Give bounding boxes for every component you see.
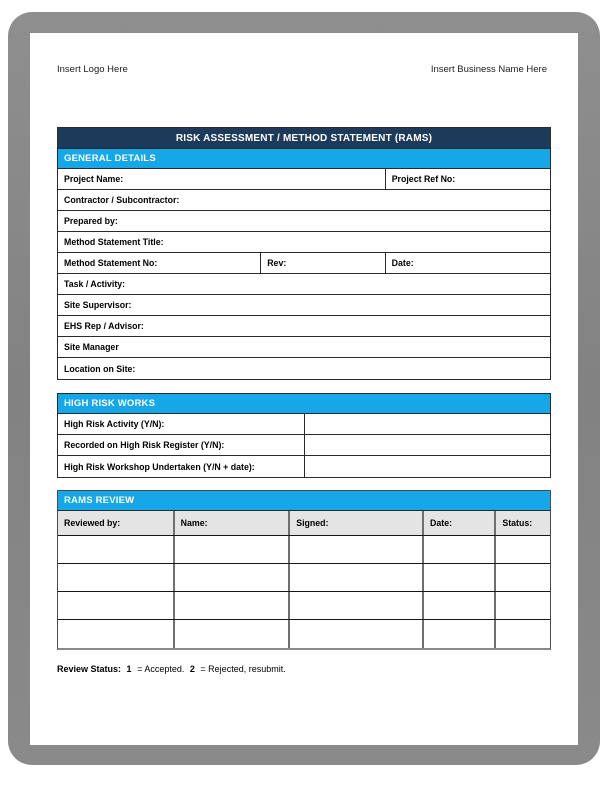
table-row	[58, 169, 550, 190]
rev-label: Rev:	[260, 253, 384, 273]
review-status-meaning-1: = Accepted.	[137, 664, 185, 674]
table-row	[58, 190, 550, 211]
page-shadow-card	[8, 12, 600, 765]
empty-cell	[58, 620, 173, 648]
table-row	[58, 536, 550, 564]
empty-cell	[422, 536, 494, 563]
review-status-note-label: Review Status:	[57, 664, 122, 674]
document-body	[57, 127, 551, 674]
empty-cell	[173, 620, 289, 648]
name-column-header: Name:	[173, 511, 289, 535]
site-manager-label: Site Manager	[64, 342, 119, 352]
table-row	[58, 253, 550, 274]
rams-review-column-header-row	[58, 511, 550, 536]
review-status-code-2: 2	[189, 664, 195, 674]
masthead	[57, 64, 547, 75]
empty-cell	[288, 620, 422, 648]
high-risk-workshop-label: High Risk Workshop Undertaken (Y/N + date):	[64, 461, 255, 472]
site-supervisor-label: Site Supervisor:	[64, 300, 132, 310]
table-row	[58, 592, 550, 620]
table-row	[58, 232, 550, 253]
empty-cell	[288, 592, 422, 619]
table-row	[58, 211, 550, 232]
empty-cell	[173, 536, 289, 563]
empty-cell	[58, 564, 173, 591]
signed-column-header: Signed:	[288, 511, 422, 535]
high-risk-activity-label: High Risk Activity (Y/N):	[64, 419, 165, 429]
empty-cell	[288, 536, 422, 563]
review-status-code-1: 1	[126, 664, 132, 674]
method-statement-no-label: Method Statement No:	[64, 258, 158, 268]
table-row	[58, 274, 550, 295]
document-title-bar: RISK ASSESSMENT / METHOD STATEMENT (RAMS)	[58, 128, 550, 149]
high-risk-works-table	[57, 393, 551, 478]
table-row	[58, 456, 550, 477]
table-row	[58, 414, 550, 435]
review-status-meaning-2: = Rejected, resubmit.	[200, 664, 286, 674]
empty-cell	[494, 620, 550, 648]
date-label: Date:	[385, 253, 550, 273]
empty-cell	[494, 592, 550, 619]
table-row	[58, 435, 550, 456]
prepared-by-label: Prepared by:	[64, 216, 118, 226]
document-sheet	[30, 33, 578, 745]
table-row	[58, 620, 550, 648]
general-details-header: GENERAL DETAILS	[58, 149, 550, 169]
rams-review-header: RAMS REVIEW	[58, 491, 550, 511]
empty-cell	[58, 592, 173, 619]
empty-cell	[494, 536, 550, 563]
project-ref-no-label: Project Ref No:	[385, 169, 550, 189]
project-name-label: Project Name:	[64, 174, 124, 184]
logo-placeholder: Insert Logo Here	[57, 64, 128, 75]
empty-cell	[288, 564, 422, 591]
empty-cell	[422, 592, 494, 619]
table-row	[58, 337, 550, 358]
empty-cell	[494, 564, 550, 591]
review-status-note	[57, 664, 551, 674]
status-column-header: Status:	[494, 511, 550, 535]
rams-review-table	[57, 490, 551, 650]
high-risk-register-value-cell	[304, 435, 550, 455]
table-row	[58, 358, 550, 379]
general-details-table	[57, 127, 551, 380]
high-risk-activity-value-cell	[304, 414, 550, 434]
empty-cell	[422, 620, 494, 648]
table-row	[58, 316, 550, 337]
date-column-header: Date:	[422, 511, 494, 535]
method-statement-title-label: Method Statement Title:	[64, 237, 164, 247]
location-on-site-label: Location on Site:	[64, 363, 136, 374]
ehs-rep-advisor-label: EHS Rep / Advisor:	[64, 321, 144, 331]
table-row	[58, 295, 550, 316]
business-name-placeholder: Insert Business Name Here	[430, 64, 547, 75]
empty-cell	[173, 564, 289, 591]
empty-cell	[422, 564, 494, 591]
contractor-subcontractor-label: Contractor / Subcontractor:	[64, 195, 180, 205]
empty-cell	[58, 536, 173, 563]
table-row	[58, 564, 550, 592]
high-risk-workshop-value-cell	[304, 456, 550, 477]
reviewed-by-column-header: Reviewed by:	[64, 518, 121, 528]
empty-cell	[173, 592, 289, 619]
task-activity-label: Task / Activity:	[64, 279, 126, 289]
high-risk-register-label: Recorded on High Risk Register (Y/N):	[64, 440, 225, 450]
high-risk-works-header: HIGH RISK WORKS	[58, 394, 550, 414]
